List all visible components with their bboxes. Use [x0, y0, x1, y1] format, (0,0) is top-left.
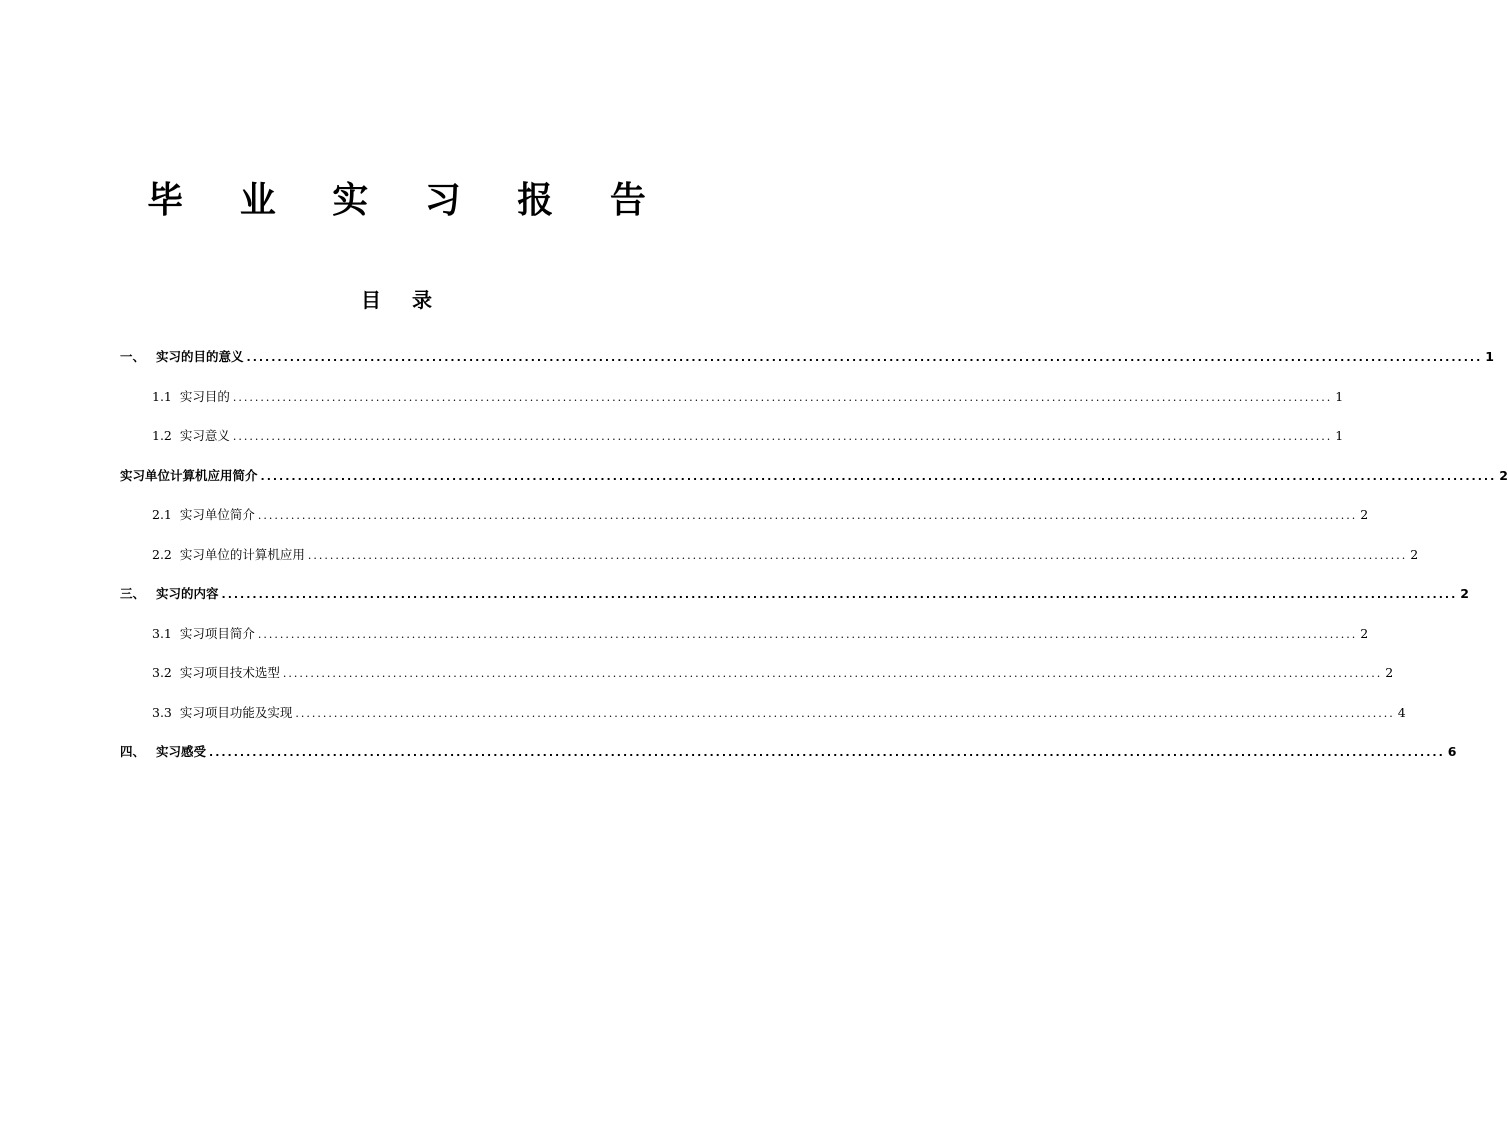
toc-entry-number: 3.2: [152, 665, 172, 680]
toc-entry-title: 实习项目技术选型: [179, 665, 280, 680]
toc-entry-title: 实习感受: [156, 744, 207, 759]
toc-entry[interactable]: [120, 498, 1369, 538]
toc-dot-leader: ........................................................................................................................................................................................................: [282, 667, 1383, 680]
toc-entry[interactable]: [120, 340, 1494, 380]
toc-entry-page: 2: [1360, 625, 1369, 641]
toc-entry[interactable]: [120, 577, 1469, 617]
toc-entry-page: 2: [1499, 467, 1508, 483]
toc-entry-title: 实习项目功能及实现: [179, 704, 293, 720]
toc-entry-number: 3.1: [152, 625, 172, 641]
toc-entry-title: 实习项目简介: [179, 625, 255, 641]
toc-entry[interactable]: [120, 656, 1394, 696]
toc-entry[interactable]: [120, 735, 1457, 775]
toc-entry-page: 1: [1335, 388, 1344, 404]
toc-entry-page: 2: [1460, 586, 1469, 601]
toc-dot-leader: ........................................................................................................................................................................................................: [257, 627, 1358, 641]
toc-entry[interactable]: [120, 459, 1508, 499]
toc-dot-leader: ........................................................................................................................................................................................................: [307, 548, 1408, 562]
toc-entry-page: 2: [1385, 665, 1394, 680]
toc-entry[interactable]: [120, 617, 1369, 657]
toc-entry[interactable]: [120, 538, 1419, 578]
toc-entry-title: 实习单位的计算机应用: [179, 546, 305, 562]
toc-dot-leader: ........................................................................................................................................................................................................: [246, 351, 1483, 364]
toc-entry-number: 2.2: [152, 546, 172, 562]
toc-dot-leader: ........................................................................................................................................................................................................: [209, 746, 1445, 759]
toc-dot-leader: ........................................................................................................................................................................................................: [257, 509, 1358, 522]
toc-entry-page: 2: [1410, 546, 1419, 562]
toc-entry-number: 1.2: [152, 428, 172, 443]
toc-entry-title: 实习单位简介: [179, 507, 255, 522]
toc-entry-page: 6: [1447, 744, 1457, 759]
toc-entry-title: 实习目的: [179, 388, 230, 404]
toc-entry-title: 实习的目的意义: [156, 349, 244, 364]
toc-dot-leader: ........................................................................................................................................................................................................: [232, 430, 1333, 443]
toc-dot-leader: ........................................................................................................................................................................................................: [260, 469, 1497, 483]
toc-entry-number: 三、: [120, 586, 146, 601]
toc-entry-number: 四、: [120, 744, 146, 759]
toc-heading: 目 录: [361, 288, 444, 312]
toc-entry-number: 1.1: [152, 388, 172, 404]
toc-dot-leader: ........................................................................................................................................................................................................: [232, 390, 1333, 404]
toc-entry[interactable]: [120, 696, 1406, 736]
toc-dot-leader: ........................................................................................................................................................................................................: [295, 706, 1395, 720]
toc-entry-title: 实习单位计算机应用简介: [120, 467, 258, 483]
toc-entry-title: 实习意义: [179, 428, 230, 443]
toc-dot-leader: ........................................................................................................................................................................................................: [221, 588, 1458, 601]
toc-entry-title: 实习的内容: [156, 586, 219, 601]
document-title: 毕 业 实 习 报 告: [147, 180, 668, 221]
toc-entry[interactable]: [120, 380, 1344, 420]
toc-entry-number: 一、: [120, 349, 146, 364]
toc-entry[interactable]: [120, 419, 1344, 459]
toc-entry-page: 4: [1397, 704, 1406, 720]
toc-entry-number: 3.3: [152, 704, 172, 720]
toc-entry-page: 1: [1485, 349, 1494, 364]
toc-entry-page: 1: [1335, 428, 1344, 443]
toc-entry-page: 2: [1360, 507, 1369, 522]
toc-entry-number: 2.1: [152, 507, 172, 522]
table-of-contents: [120, 340, 1508, 775]
